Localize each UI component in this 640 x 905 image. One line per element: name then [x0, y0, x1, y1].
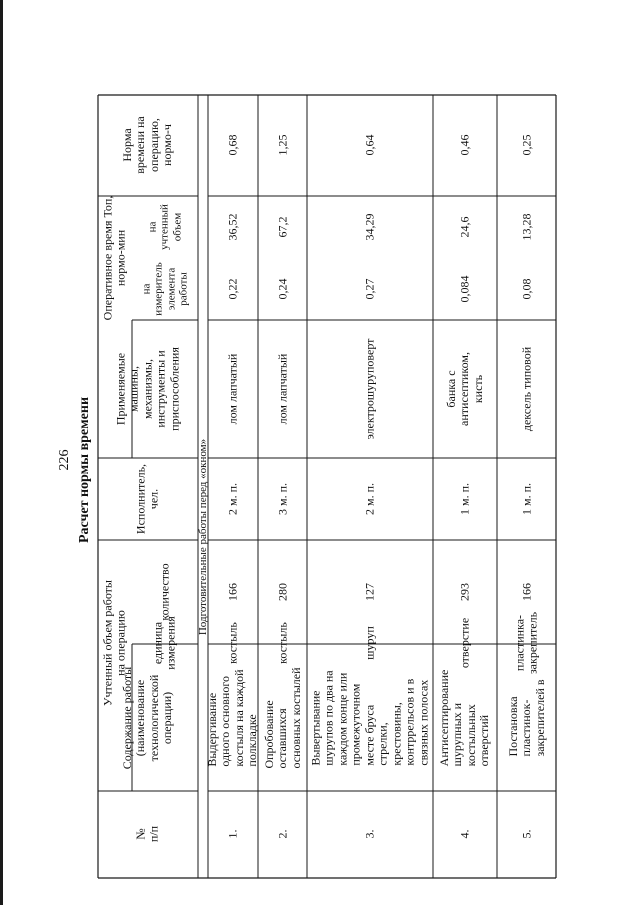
row-per-volume-line: 36,52: [225, 213, 240, 241]
row-content-line: костыльных: [464, 704, 478, 767]
header-volume-unit-line: измерения: [164, 616, 178, 670]
row-executor: [363, 483, 376, 515]
row-machines-line: лом лапчатый: [274, 353, 289, 425]
row-content-line: отверстий: [477, 714, 492, 767]
row-unit-line: костыль: [274, 622, 289, 664]
header-machines-line: инструменты и: [153, 350, 168, 428]
row-machines-line: банка с: [443, 370, 458, 408]
row-qty: [276, 583, 289, 601]
row-executor: [276, 483, 289, 515]
row-content-line: каждом конце или: [335, 672, 350, 766]
row-machines: [226, 354, 239, 425]
row-machines-line: антисептиком,: [457, 352, 472, 426]
header-optime-group-line: Оперативное время Топ,: [100, 195, 115, 321]
row-machines-line: лом лапчатый: [225, 353, 240, 425]
row-content: [506, 679, 546, 756]
row-executor-line: 2 м. п.: [225, 482, 240, 516]
row-unit-line: пластинка-: [512, 614, 527, 672]
header-executor-line: Исполнитель,: [133, 463, 148, 535]
row-qty-line: 280: [274, 583, 289, 601]
row-content-line: крестовины,: [389, 702, 404, 766]
row-per-meter: [520, 279, 533, 300]
row-per-meter-line: 0,24: [274, 278, 289, 300]
row-unit-line: шуруп: [362, 626, 377, 660]
row-qty: [363, 583, 376, 601]
row-num: [458, 830, 471, 839]
row-executor-line: 1 м. п.: [457, 482, 472, 516]
header-volume-group-line: на операцию: [114, 610, 128, 676]
header-norm-line: Норма: [120, 128, 135, 162]
header-machines-line: Применяемые: [113, 352, 128, 426]
row-executor: [520, 483, 533, 515]
row-num: [363, 830, 376, 839]
row-per-volume-line: 24,6: [457, 216, 472, 238]
row-executor-line: 2 м. п.: [362, 482, 377, 516]
header-executor: [135, 464, 162, 534]
header-optime-per-meter-line: работы: [177, 272, 190, 306]
row-unit-line: закрепитель: [525, 611, 540, 675]
row-unit-line: костыль: [225, 622, 240, 664]
row-per-meter: [458, 276, 471, 303]
row-qty-line: 166: [518, 583, 533, 601]
header-volume-group: [102, 580, 129, 706]
header-volume-qty-line: количество: [157, 563, 172, 621]
row-content-line: стрелки,: [375, 722, 390, 766]
row-per-volume: [276, 217, 289, 238]
row-content-line: Вывертывание: [308, 690, 323, 766]
header-norm-line: времени на: [133, 116, 148, 174]
row-machines: [363, 339, 376, 440]
row-executor-line: 1 м. п.: [518, 482, 533, 516]
row-executor: [458, 483, 471, 515]
row-content-line: основных костылей: [288, 667, 303, 769]
page-title-line: Расчет нормы времени: [77, 396, 93, 544]
header-machines: [114, 347, 181, 431]
row-per-volume: [363, 214, 376, 241]
row-machines: [520, 347, 533, 431]
row-qty-line: 293: [457, 583, 472, 601]
row-per-meter: [226, 279, 239, 300]
row-content: [310, 670, 431, 765]
header-optime-per-meter: [140, 262, 189, 316]
row-per-meter-line: 0,084: [457, 275, 472, 303]
header-machines-line: механизмы,: [140, 359, 155, 420]
header-volume-unit-line: единица: [150, 621, 165, 665]
row-norm: [226, 135, 239, 156]
row-machines-line: электрошуруповерт: [362, 338, 377, 440]
row-content: [262, 667, 302, 768]
header-machines-line: приспособления: [167, 347, 182, 431]
row-content-line: полкладке: [245, 714, 260, 767]
header-content: [121, 667, 175, 769]
row-per-meter-line: 0,22: [225, 278, 240, 300]
row-per-meter-line: 0,08: [518, 278, 533, 300]
row-norm-line: 0,64: [362, 134, 377, 156]
row-machines: [276, 354, 289, 425]
header-optime-per-meter-line: измеритель: [152, 262, 165, 316]
row-content-line: Опробование: [261, 700, 276, 769]
header-norm-line: нормо-ч: [160, 124, 175, 166]
row-content-line: Постановка: [505, 696, 520, 757]
row-qty: [458, 583, 471, 601]
row-machines: [445, 352, 485, 426]
row-content-line: одного основного: [218, 676, 233, 767]
row-content: [438, 670, 492, 767]
row-unit: [458, 618, 471, 668]
header-optime-group-line: нормо-мин: [114, 229, 128, 287]
row-num: [226, 830, 239, 839]
header-content-line: технологической: [147, 674, 161, 762]
header-num-line: №: [133, 828, 148, 840]
row-unit-line: отверстие: [457, 617, 472, 669]
row-per-volume-line: 34,29: [362, 213, 377, 241]
header-optime-per-meter-line: на: [140, 283, 153, 295]
section-title: [197, 439, 209, 635]
row-unit: [363, 626, 376, 660]
row-content-line: шурупных и: [450, 702, 465, 767]
row-content-line: Выдергивание: [205, 692, 220, 767]
row-content-line: Антисептирование: [437, 669, 452, 767]
row-norm: [520, 135, 533, 156]
row-norm-line: 0,68: [225, 134, 240, 156]
header-volume-qty: [158, 563, 171, 620]
header-optime-per-volume-line: объем: [171, 212, 184, 242]
page-number-line: 226: [57, 449, 73, 471]
header-optime-per-volume-line: на: [146, 221, 159, 233]
header-optime-per-meter-line: элемента: [165, 267, 177, 311]
section-title-line: Подготовительные работы перед «окном»: [196, 438, 209, 636]
header-content-line: (наименование: [133, 679, 148, 757]
row-qty-line: 166: [225, 583, 240, 601]
row-num-line: 1.: [225, 829, 240, 839]
row-num-line: 5.: [518, 829, 533, 839]
row-content-line: шурупов по два на: [321, 670, 336, 766]
header-num-line: п/п: [147, 825, 161, 843]
row-executor-line: 3 м. п.: [274, 482, 289, 516]
row-content-line: закрепителей в: [532, 679, 547, 757]
row-content-line: оставшихся: [274, 708, 289, 769]
row-content-line: промежуточном: [348, 683, 363, 766]
row-norm: [458, 135, 471, 156]
header-content-line: операции): [160, 691, 175, 745]
row-per-volume-line: 67,2: [274, 216, 289, 238]
row-per-volume: [226, 214, 239, 241]
header-volume-unit: [152, 616, 179, 670]
header-optime-per-volume: [147, 204, 184, 250]
header-norm-line: операцию,: [147, 118, 161, 172]
row-content-line: пластинок-: [518, 699, 533, 757]
row-num-line: 3.: [362, 829, 377, 839]
row-content: [206, 669, 260, 766]
row-content-line: костыля на каждой: [232, 669, 246, 767]
row-per-meter: [276, 279, 289, 300]
row-content-line: связных полосах: [416, 679, 431, 766]
row-num-line: 4.: [457, 829, 472, 839]
page-number: [57, 450, 73, 471]
row-num: [520, 830, 533, 839]
header-optime-group: [102, 196, 129, 321]
row-norm: [363, 135, 376, 156]
header-executor-line: чел.: [147, 488, 161, 510]
row-qty: [520, 583, 533, 601]
row-norm-line: 0,46: [457, 134, 472, 156]
row-unit: [276, 622, 289, 664]
row-qty: [226, 583, 239, 601]
row-machines-line: дексель типовой: [518, 346, 533, 432]
row-norm-line: 1,25: [274, 134, 289, 156]
header-volume-group-line: Учтенный объем работы: [100, 580, 115, 706]
row-norm-line: 0,25: [518, 134, 533, 156]
row-per-volume: [458, 217, 471, 238]
row-unit: [513, 612, 540, 674]
row-per-volume-line: 13,28: [518, 213, 533, 241]
header-norm: [121, 116, 175, 174]
row-executor: [226, 483, 239, 515]
page-title: [77, 397, 93, 543]
row-num: [276, 830, 289, 839]
header-num: [135, 826, 162, 842]
row-num-line: 2.: [274, 829, 289, 839]
header-content-line: Содержание работы: [120, 666, 135, 770]
row-machines-line: кисть: [470, 374, 485, 404]
row-qty-line: 127: [362, 583, 377, 601]
row-unit: [226, 622, 239, 664]
row-per-meter: [363, 279, 376, 300]
row-norm: [276, 135, 289, 156]
row-per-volume: [520, 214, 533, 241]
row-per-meter-line: 0,27: [362, 278, 377, 300]
row-content-line: контррельсов и в: [402, 678, 417, 766]
row-content-line: месте бруса: [362, 704, 377, 766]
header-machines-line: машины,: [126, 366, 141, 412]
header-optime-per-volume-line: учтенный: [158, 204, 171, 250]
